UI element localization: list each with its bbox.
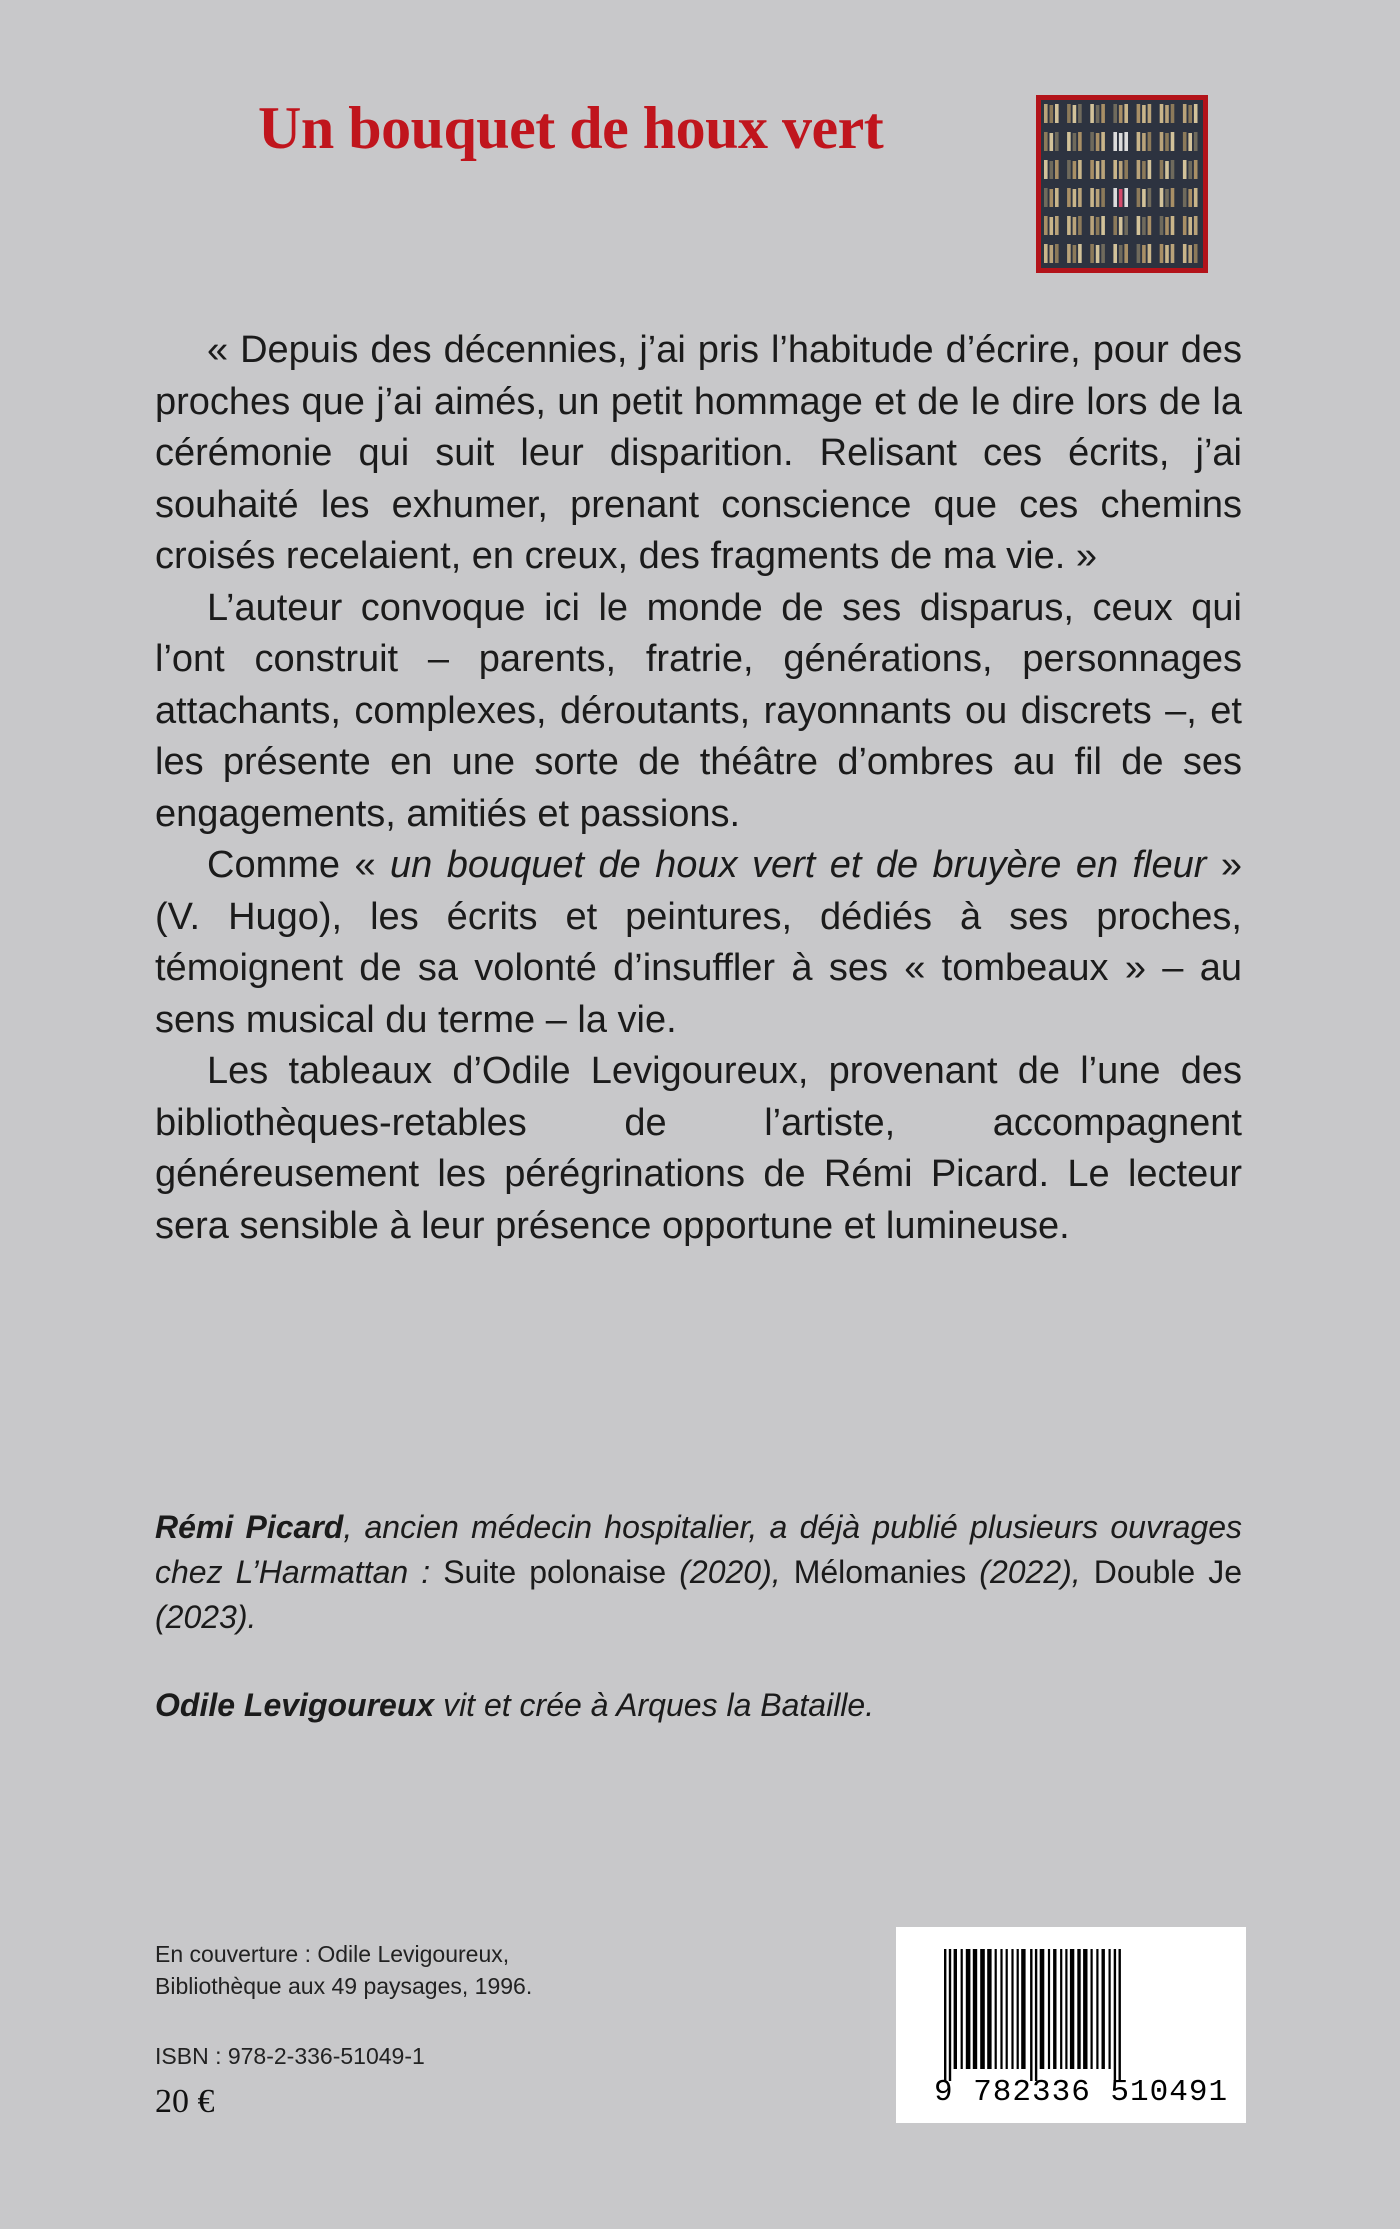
book-double-je: Double Je — [1093, 1554, 1243, 1590]
book-compartment — [1160, 104, 1175, 123]
book-melomanies: Mélomanies — [793, 1554, 967, 1590]
cover-credit-line-2: Bibliothèque aux 49 paysages, 1996. — [155, 1973, 533, 1999]
book-compartment — [1090, 188, 1105, 207]
book-compartment — [1090, 132, 1105, 151]
barcode-bar — [1077, 1949, 1080, 2069]
book-compartment — [1044, 188, 1059, 207]
bookshelf-painting-image — [1041, 100, 1203, 268]
book-compartment — [1090, 216, 1105, 235]
barcode-bar — [944, 1949, 946, 2081]
book-suite-polonaise: Suite polonaise — [443, 1554, 667, 1590]
blurb-paragraph-4: Les tableaux d’Odile Levigoureux, provenant de l’une des bibliothèques-retables de l’artiste, accompagnent généreusement les pérégrinations de Rémi Picard. Le lecteur sera sensible à leur présence opportune et lumineuse. — [155, 1050, 1242, 1247]
book-compartment — [1067, 216, 1082, 235]
cover-credit — [155, 1938, 655, 2002]
barcode-bar — [1021, 1949, 1025, 2069]
quote-open: Comme « — [207, 844, 376, 886]
book-compartment — [1137, 244, 1152, 263]
barcode-bar — [1000, 1949, 1002, 2069]
isbn: ISBN : 978-2-336-51049-1 — [155, 2043, 425, 2069]
barcode-bar — [961, 1949, 963, 2069]
book-compartment — [1067, 244, 1082, 263]
book-compartment — [1137, 160, 1152, 179]
barcode-digits: 9 782336 510491 — [934, 2075, 1229, 2110]
barcode-bar — [980, 1949, 985, 2069]
barcode-bar — [1083, 1949, 1087, 2069]
barcode-bar — [1109, 1949, 1111, 2069]
book-compartment — [1113, 188, 1128, 207]
barcode-bar — [1065, 1949, 1067, 2069]
barcode-bar — [973, 1949, 977, 2069]
quote-rest: » (V. Hugo), les écrits et peintures, dédiés à ses proches, témoignent de sa volonté d’insuffler à ses « tombeaux » – au sens musical du terme – la vie. — [155, 844, 1242, 1041]
barcode-bar — [1017, 1949, 1019, 2069]
book-compartment — [1113, 244, 1128, 263]
barcode-bar — [1006, 1949, 1008, 2069]
barcode-bar — [954, 1949, 957, 2069]
book-compartment — [1090, 104, 1105, 123]
barcode-bar — [1048, 1949, 1050, 2069]
book-compartment — [1044, 216, 1059, 235]
book-compartment — [1113, 104, 1128, 123]
book-title: Un bouquet de houx vert — [258, 95, 884, 161]
barcode-bar — [1119, 1949, 1121, 2081]
blurb-paragraph-3 — [155, 840, 1242, 1046]
book-compartment — [1137, 104, 1152, 123]
blurb — [155, 325, 1242, 1252]
blurb-paragraph-1: « Depuis des décennies, j’ai pris l’habitude d’écrire, pour des proches que j’ai aimés, un petit hommage et de le dire lors de la cérémonie qui suit leur disparition. Relisant ces écrits, j’ai souhaité les exhumer, prenant conscience que ces chemins croisés recelaient, en creux, des fragments de ma vie. » — [155, 329, 1242, 577]
book-compartment — [1044, 244, 1059, 263]
author-bio: Rémi Picard, ancien médecin hospitalier, a déjà publié plusieurs ouvrages chez L’Harmattan : Suite polonaise (2020), Mélomanies (2022), Double Je (2023). — [155, 1509, 1243, 1635]
book-compartment — [1044, 132, 1059, 151]
barcode — [896, 1927, 1246, 2123]
barcode-bar — [1091, 1949, 1093, 2069]
artist-bio: Odile Levigoureux vit et crée à Arques la Bataille. — [155, 1687, 875, 1723]
book-compartment — [1160, 132, 1175, 151]
book-compartment — [1160, 160, 1175, 179]
barcode-bar — [1102, 1949, 1105, 2069]
barcode-bar — [1011, 1949, 1013, 2069]
barcode-bar — [1030, 1949, 1032, 2081]
book-compartment — [1183, 244, 1198, 263]
barcode-bar — [1053, 1949, 1056, 2069]
hugo-quote: un bouquet de houx vert et de bruyère en fleur — [390, 844, 1207, 886]
book-compartment — [1137, 188, 1152, 207]
book-compartment — [1044, 104, 1059, 123]
book-compartment — [1090, 244, 1105, 263]
author-bios — [155, 1505, 1242, 1728]
book-compartment — [1090, 160, 1105, 179]
cover-credit-line-1: En couverture : Odile Levigoureux, — [155, 1941, 510, 1967]
book-compartment — [1183, 104, 1198, 123]
book-compartment — [1137, 132, 1152, 151]
barcode-bar — [1040, 1949, 1045, 2069]
barcode-bar — [966, 1949, 971, 2069]
barcode-bar — [1035, 1949, 1037, 2081]
barcode-bar — [1114, 1949, 1116, 2081]
book-compartment — [1183, 132, 1198, 151]
book-compartment — [1113, 216, 1128, 235]
barcode-bar — [1060, 1949, 1062, 2069]
book-compartment — [1160, 188, 1175, 207]
book-compartment — [1067, 104, 1082, 123]
book-compartment — [1183, 188, 1198, 207]
barcode-bar — [995, 1949, 997, 2069]
book-compartment — [1113, 132, 1128, 151]
barcode-bar — [949, 1949, 951, 2081]
book-compartment — [1113, 160, 1128, 179]
author-name: Rémi Picard — [155, 1509, 344, 1545]
book-compartment — [1067, 160, 1082, 179]
book-compartment — [1160, 216, 1175, 235]
artist-name: Odile Levigoureux — [155, 1687, 435, 1723]
cover-painting-thumbnail — [1036, 95, 1208, 273]
blurb-paragraph-2: L’auteur convoque ici le monde de ses disparus, ceux qui l’ont construit – parents, fratrie, générations, personnages attachants, complexes, déroutants, rayonnants ou discrets –, et les présente en une sorte de théâtre d’ombres au fil de ses engagements, amitiés et passions. — [155, 586, 1242, 835]
book-compartment — [1044, 160, 1059, 179]
book-compartment — [1067, 188, 1082, 207]
barcode-bar — [1096, 1949, 1098, 2069]
price: 20 € — [155, 2083, 215, 2120]
barcode-bar — [987, 1949, 991, 2069]
barcode-bar — [1070, 1949, 1074, 2069]
book-compartment — [1183, 216, 1198, 235]
book-compartment — [1137, 216, 1152, 235]
book-compartment — [1067, 132, 1082, 151]
book-compartment — [1160, 244, 1175, 263]
book-compartment — [1183, 160, 1198, 179]
